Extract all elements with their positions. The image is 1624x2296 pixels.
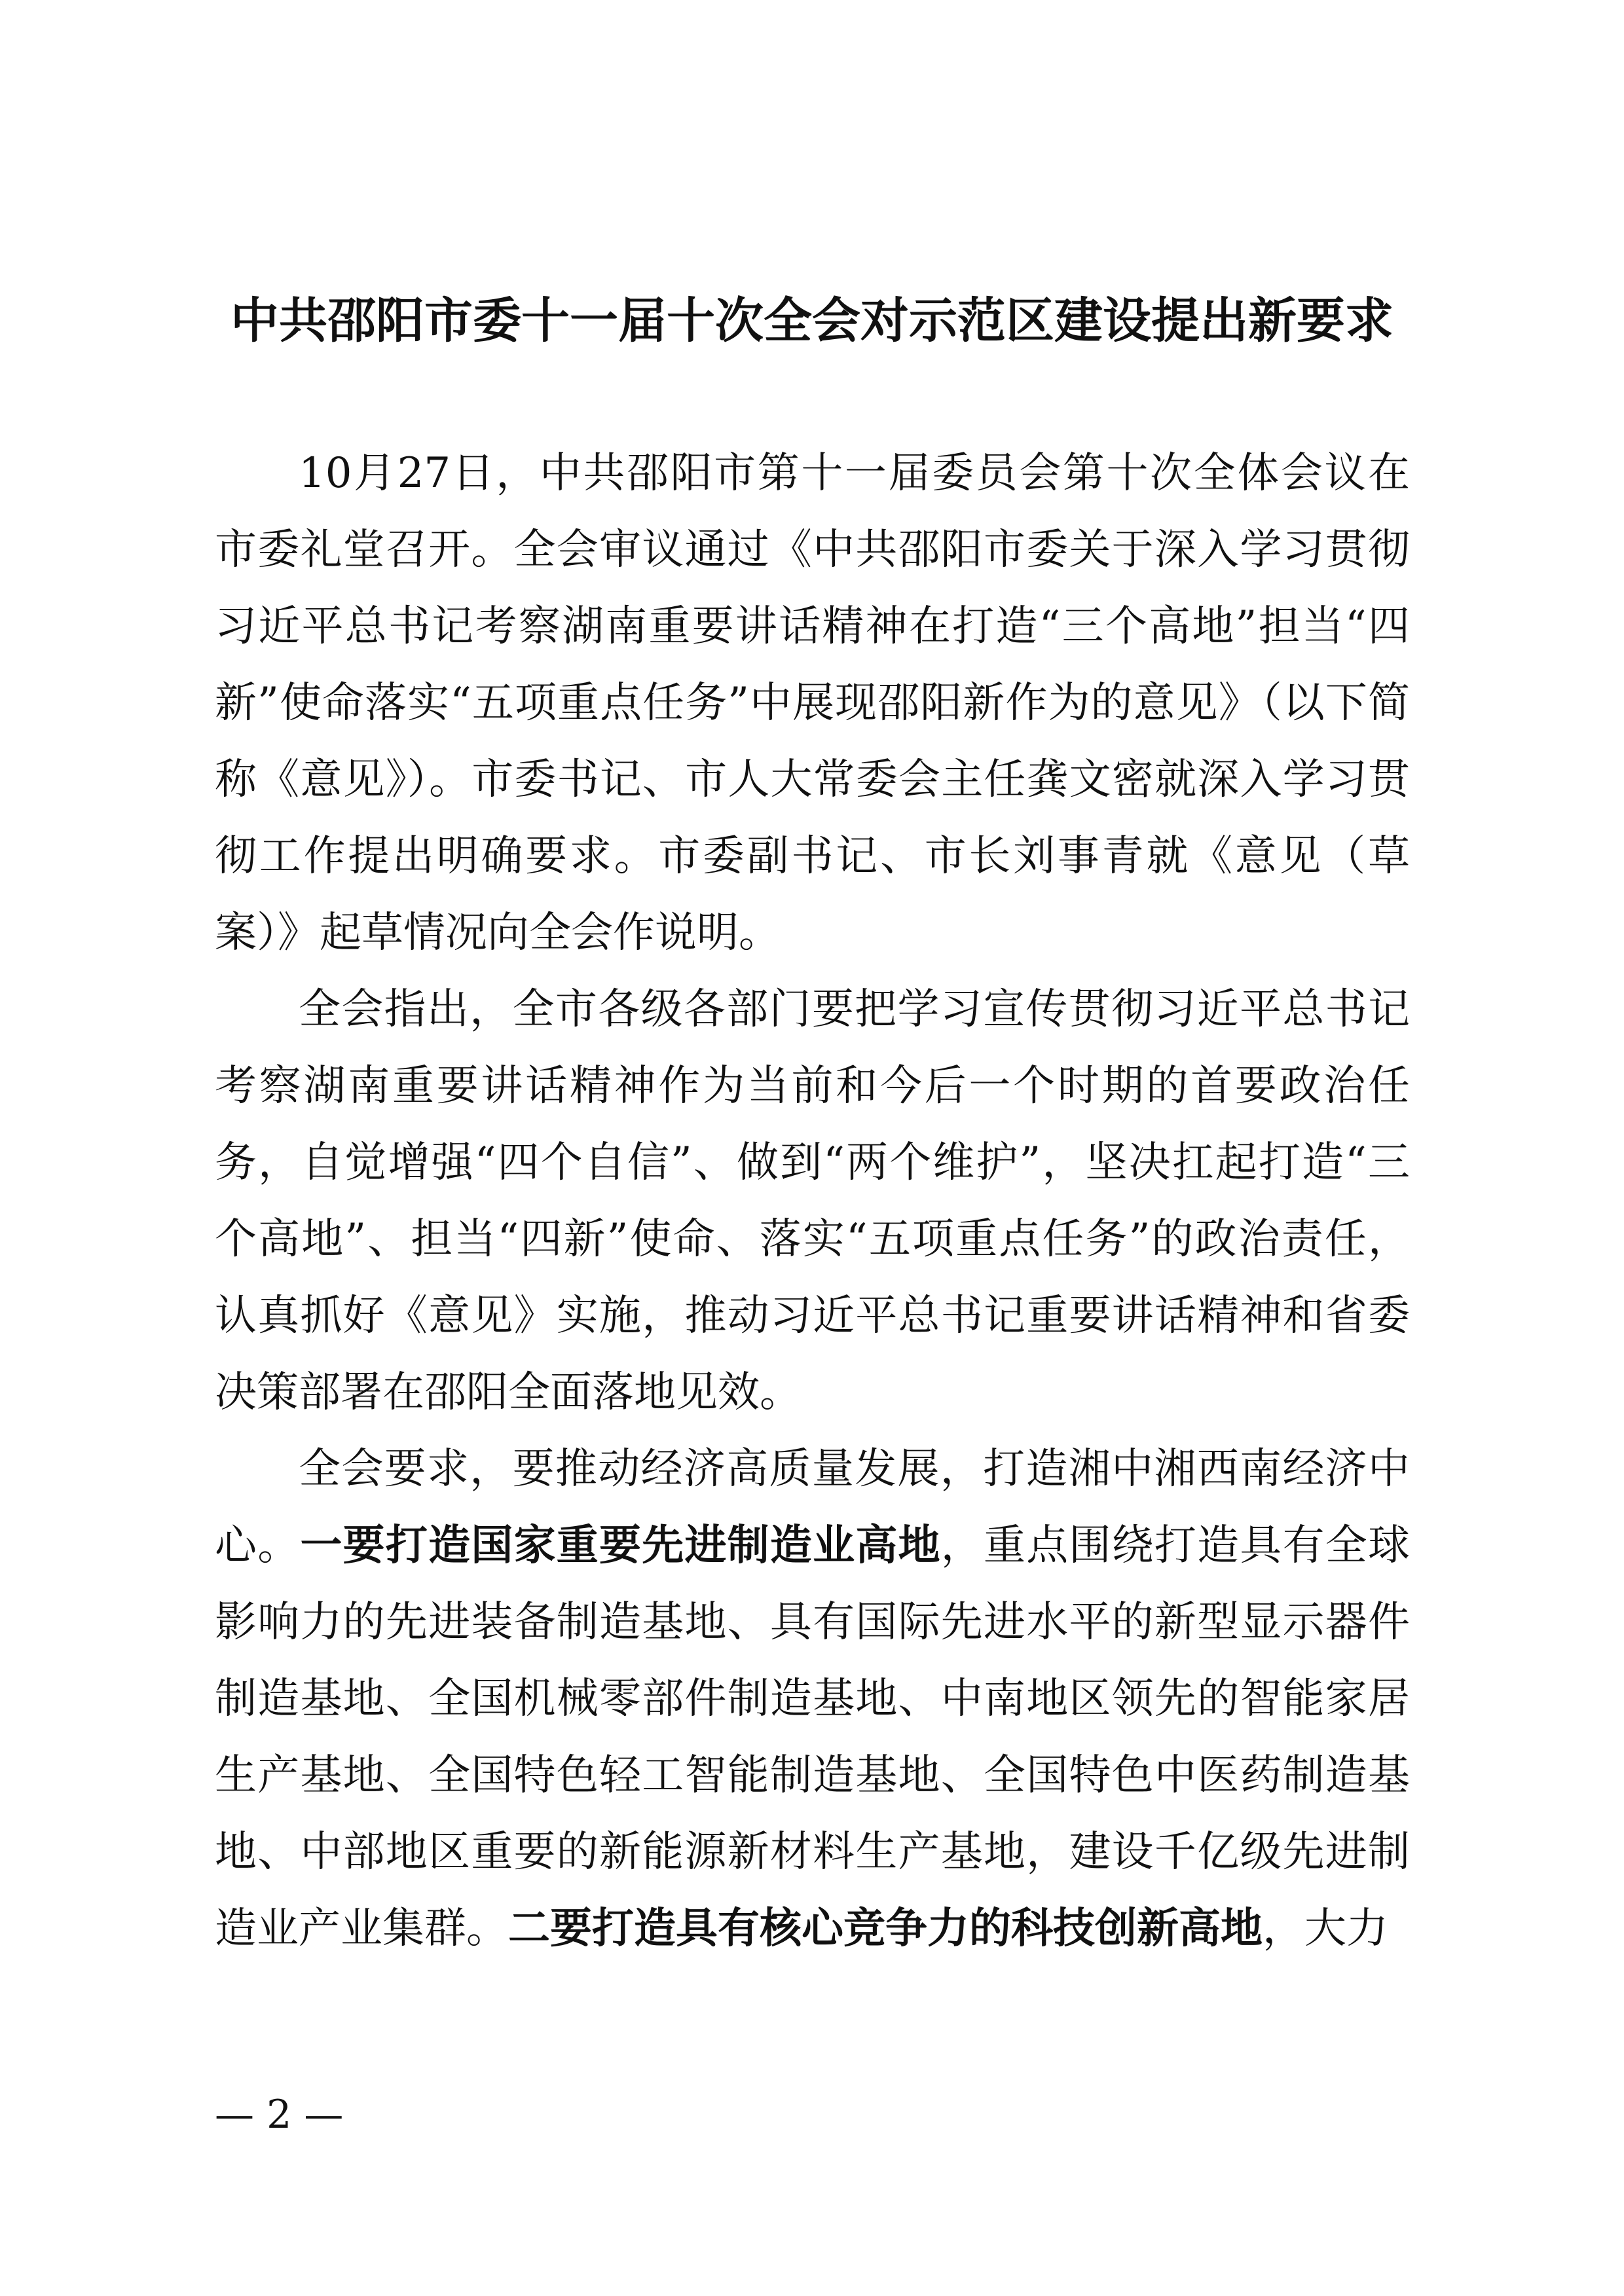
text-run: ，重点围绕打造具有全球影响力的先进装备制造基地、具有国际先进水平的新型显示器件制造基地、全国机械零部件制造基地、中南地区领先的智能家居生产基地、全国特色轻工智能制造基地、全国特色中医药制造基地、中部地区重要的新能源新材料生产基地，建设千亿级先进制造业产业集群。 xyxy=(215,1522,1411,1953)
text-run: ，大力 xyxy=(1263,1904,1388,1953)
document-title: 中共邵阳市委十一届十次全会对示范区建设提出新要求 xyxy=(231,293,1393,349)
bold-run: 二要打造具有核心竞争力的科技创新高地 xyxy=(508,1904,1263,1953)
paragraph xyxy=(215,1431,1410,1967)
paragraph xyxy=(215,435,1410,972)
text-run: 10月27日，中共邵阳市第十一届委员会第十次全体会议在市委礼堂召开。全会审议通过《中共邵阳市委关于深入学习贯彻习近平总书记考察湖南重要讲话精神在打造“三个高地”担当“四新”使命落实“五项重点任务”中展现邵阳新作为的意见》（以下简称《意见》）。市委书记、市人大常委会主任龚文密就深入学习贯彻工作提出明确要求。市委副书记、市长刘事青就《意见（草案）》起草情况向全会作说明。 xyxy=(215,449,1410,957)
document-body xyxy=(215,435,1410,1967)
page-number: — 2 — xyxy=(215,2092,344,2138)
text-run: 全会指出，全市各级各部门要把学习宣传贯彻习近平总书记考察湖南重要讲话精神作为当前和今后一个时期的首要政治任务，自觉增强“四个自信”、做到“两个维护”，坚决扛起打造“三个高地”、担当“四新”使命、落实“五项重点任务”的政治责任，认真抓好《意见》实施，推动习近平总书记重要讲话精神和省委决策部署在邵阳全面落地见效。 xyxy=(215,985,1410,1417)
paragraph xyxy=(215,972,1410,1431)
text-run: 全会要求，要推动经济高质量发展，打造湘中湘西南经济中心。 xyxy=(215,1445,1410,1570)
bold-run: 一要打造国家重要先进制造业高地 xyxy=(300,1522,941,1570)
